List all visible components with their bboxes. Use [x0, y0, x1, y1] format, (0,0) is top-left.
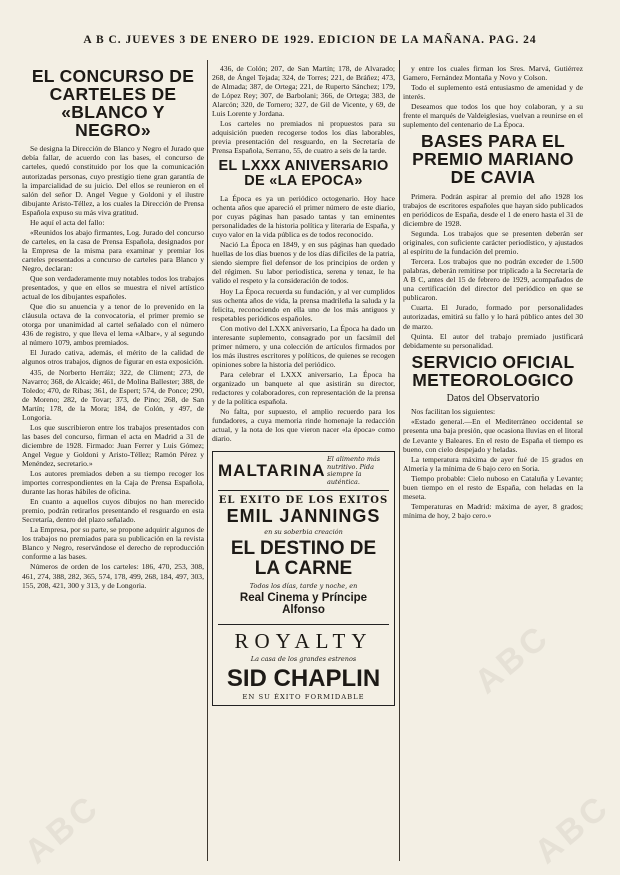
paragraph: 435, de Norberto Herráiz; 322, de Climent; 273, de Navarro; 368, de Alcaide; 461, de Molina Ballester; 388, de Toledo; 470, de Ribas; 361, de Espert; 574, de Ponce; 290, de Moreno; 282, de Tovar; 373, de Pino; 268, de San Martín; 178, de la Mora; 184, de Colón, y 497, de Longoria. — [22, 367, 204, 422]
ad-schedule: Todos los días, tarde y noche, en — [249, 582, 358, 591]
ad-star-note: en su soberbia creación — [264, 528, 343, 537]
ad-maltarina-note: El alimento más nutritivo. Pida siempre la auténtica. — [327, 455, 381, 486]
article-title-meteorologico: SERVICIO OFICIAL METEOROLOGICO — [411, 351, 575, 390]
paragraph: No falta, por supuesto, el amplio recuerdo para los fundadores, a cuya memoria rinde homenaje la redacción actual, y la nota de los que vieron nacer «la época» como diario. — [212, 407, 395, 444]
ad-royalty-note: La casa de los grandes estrenos — [250, 655, 357, 664]
paragraph: La Empresa, por su parte, se propone adquirir algunos de los trabajos no premiados para su publicación en la revista Blanco y Negro, reservándose el derecho de reproducción conforme a las bases. — [22, 525, 204, 562]
paragraph: Se designa la Dirección de Blanco y Negro el Jurado que debía fallar, de acuerdo con las bases, el concurso de carteles, quedó constituido por los que la comunicación autorizadas personas, cuyo prestigio tiene gran garantía de la imparcialidad de su juicio. Del ellos se reunieron en el salón del señor D. Angel Vegue y Goldoni y el ilustre dibujante Aristo-Téllez, a los cuales la Dirección de Prensa Española expuso su más viva gratitud. — [22, 144, 204, 217]
article-title-la-epoca: EL LXXX ANIVERSARIO DE «LA EPOCA» — [218, 158, 389, 190]
paragraph: Tercera. Los trabajos que no podrán exceder de 1.500 palabras, deberán remitirse por triplicado a la Secretaría de A B C, antes del 15 de febrero de 1929, acompañados de una certificación del director del periódico en que se publicaron. — [403, 257, 583, 303]
ad-maltarina-title: MALTARINA — [218, 461, 326, 481]
paragraph: Los que suscribieron entre los trabajos presentados con las bases del concurso, firman el acta en Madrid a 31 de diciembre de 1928. Firmado: Juan Ferrer y Luis Gómez; Angel Vegue y Goldoni y Aristo-Téllez; Ramón Pérez y Menéndez, secretario.» — [22, 422, 204, 468]
paragraph: La Época es ya un periódico octogenario. Hoy hace ochenta años que apareció el primer número de este diario, por cuyas páginas han pasado tantas y tan eminentes personalidades de la historia política y literaria de España, y cuyo valor en la vida pública es de todos reconocido. — [212, 194, 395, 240]
watermark-abc: ABC — [17, 787, 108, 872]
paragraph: Nos facilitan los siguientes: — [411, 407, 496, 417]
advertisement-block — [212, 451, 395, 706]
paragraph: «Estado general.—En el Mediterráneo occidental se presenta una baja presión, que ocasiona lluvias en el litoral de Levante y Baleares. En el resto de España el tiempo es bueno, con cielo despejado y heladas. — [403, 417, 583, 454]
paragraph: Segunda. Los trabajos que se presenten deberán ser originales, con suficiente carácter periodístico, y ajustados al espíritu de la fundación del premio. — [403, 229, 583, 257]
paragraph: Primera. Podrán aspirar al premio del año 1928 los trabajos de escritores españoles que hayan sido publicados en periódicos de España, desde el 1 de enero hasta el 31 de diciembre de 1928. — [403, 191, 583, 228]
paragraph: Los carteles no premiados ni propuestos para su adquisición pueden recogerse todos los días laborables, previa presentación del resguardo, en la Secretaría de Prensa Española, Serrano, 55, de cuatro a seis de la tarde. — [212, 119, 395, 156]
paragraph: En cuanto a aquellos cuyos dibujos no han merecido premio, podrán retirarlos presentando el resguardo en esta Secretaría, dentro del plazo señalado. — [22, 497, 204, 525]
column-3 — [403, 64, 583, 863]
subheading-observatorio: Datos del Observatorio — [446, 393, 540, 405]
paragraph: Temperaturas en Madrid: máxima de ayer, 8 grados; mínima de hoy, 2 bajo cero.» — [403, 501, 583, 520]
paragraph: Quinta. El autor del trabajo premiado justificará debidamente su personalidad. — [403, 331, 583, 350]
ad-venue: Real Cinema y Príncipe Alfonso — [239, 592, 368, 617]
paragraph: Todo el suplemento está entusiasmo de amenidad y de interés. — [403, 83, 583, 102]
paragraph: Cuarta. El Jurado, formado por personalidades autorizadas, emitirá su fallo y lo hará público antes del 30 de marzo. — [403, 303, 583, 331]
paragraph: La temperatura máxima de ayer fué de 15 grados en Almería y la mínima de 6 bajo cero en Soria. — [403, 454, 583, 473]
article-title-concurso: EL CONCURSO DE CARTELES DE «BLANCO Y NEGRO» — [31, 66, 195, 140]
paragraph: Hoy La Época recuerda su fundación, y al ver cumplidos sus ochenta años de vida, la prensa madrileña la saluda y la felicita, reconociendo en ella uno de los más antiguos y respetables periódicos españoles. — [212, 286, 395, 323]
paragraph: Con motivo del LXXX aniversario, La Época ha dado un interesante suplemento, consagrado por un facsímil del primer número, y una colección de artículos firmados por los más ilustres escritores y políticos, de quienes se recogen opiniones sobre la historia del periódico. — [212, 323, 395, 369]
article-title-premio-cavia: BASES PARA EL PREMIO MARIANO DE CAVIA — [412, 131, 574, 188]
paragraph: Que dio su anuencia y a tenor de lo prevenido en la cláusula octava de la convocatoria, el primer premio se otorga por unanimidad al cartel señalado con el número 436 de registro, y que lleva el lema «Albar», y al segundo al número 1079, ambos premiados. — [22, 302, 204, 348]
ad-film-title: EL DESTINO DE LA CARNE — [230, 538, 377, 580]
ad-tagline: EL EXITO DE LOS EXITOS — [218, 495, 389, 507]
running-head: A B C. JUEVES 3 DE ENERO DE 1929. EDICION DE LA MAÑANA. PAG. 24 — [83, 34, 537, 46]
ad-royalty-brand: ROYALTY — [218, 624, 389, 654]
paragraph: El Jurado cativa, además, el mérito de la calidad de algunos otros trabajos, dignos de figurar en esta exposición. — [22, 348, 204, 367]
paragraph: Tiempo probable: Cielo nuboso en Cataluña y Levante; buen tiempo en el resto de España, con heladas en la meseta. — [403, 473, 583, 501]
watermark-abc: ABC — [527, 787, 618, 872]
ad-sid-note: EN SU ÉXITO FORMIDABLE — [242, 693, 365, 702]
ad-sid-chaplin: SID CHAPLIN — [226, 665, 381, 693]
ad-maltarina — [218, 456, 389, 491]
column-rule — [207, 60, 208, 861]
ad-star-name: EMIL JANNINGS — [226, 506, 381, 527]
column-rule — [399, 60, 400, 861]
paragraph: Deseamos que todos los que hoy colaboran, y a su frente el marqués de Valdeiglesias, vuelvan a reunirse en el suplemento del centenario de La Época. — [403, 102, 583, 130]
paragraph: He aquí el acta del fallo: — [30, 217, 105, 227]
paragraph: Los autores premiados deben a su tiempo recoger los importes correspondientes en la Caja de Prensa Española, durante las horas hábiles de oficina. — [22, 469, 204, 497]
paragraph: Nació La Época en 1849, y en sus páginas han quedado huellas de los días buenos y de los días difíciles de la patria, siendo siempre fiel defensor de los principios de orden y del régimen. Su labor periodística, serena y tenaz, le ha valido el respeto y la consideración de todos. — [212, 240, 395, 286]
column-2 — [212, 64, 395, 863]
column-1 — [22, 64, 204, 863]
paragraph: Que son verdaderamente muy notables todos los trabajos presentados, y que en ellos se muestra el nivel artístico actual de los dibujantes españoles. — [22, 274, 204, 302]
paragraph: y entre los cuales firman los Sres. Marvá, Gutiérrez Gamero, Fernández Montaña y Novo y Colson. — [403, 64, 583, 83]
watermark-abc: ABC — [467, 617, 558, 702]
paragraph: Números de orden de los carteles: 186, 470, 253, 308, 461, 274, 388, 282, 365, 574, 178, 499, 268, 184, 497, 303, 155, 208, 421, 300 y 313, y de Longoria. — [22, 562, 204, 590]
paragraph: «Reunidos los abajo firmantes, Log. Jurado del concurso de carteles, en la casa de Prensa Española, designados por la Empresa de la misma para examinar y premiar los carteles presentados a concurso de carteles para Blanco y Negro, declaran: — [22, 227, 204, 273]
paragraph: Para celebrar el LXXX aniversario, La Época ha organizado un banquete al que asistirán su director, redactores y colaboradores, con representación de la prensa y de la política española. — [212, 369, 395, 407]
paragraph: 436, de Colón; 207, de San Martín; 178, de Alvarado; 268, de Ángel Tejada; 324, de Torres; 221, de Bráñez; 473, de Almada; 387, de Ortega; 221, de Ruperto Sánchez; 179, de López Rey; 307, de Barbolani; 366, de Ortega; 383, de Alarcón; 320, de Tornero; 327, de Gil de Vicente, y 69, de Luis Lorente y Jordana. — [212, 64, 395, 119]
